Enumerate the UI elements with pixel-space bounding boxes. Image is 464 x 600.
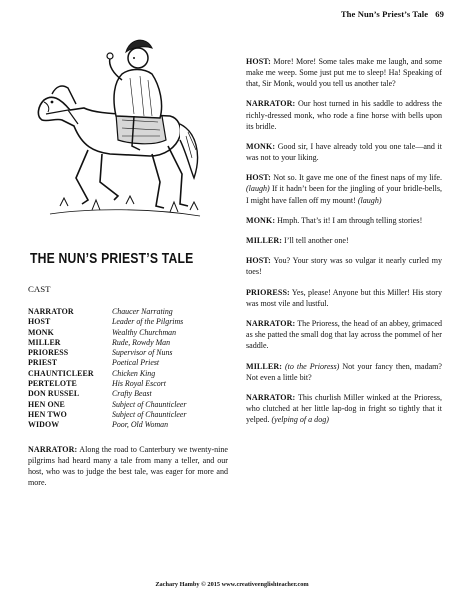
- cast-row: [28, 317, 187, 327]
- speaker-label: MILLER:: [246, 361, 283, 371]
- speaker-label: HOST:: [246, 256, 271, 266]
- dialogue-line: [246, 172, 442, 205]
- dialogue-line: [246, 287, 442, 309]
- speaker-label: HOST:: [246, 57, 271, 66]
- dialogue-text: This churlish Miller winked at the Prioress, who clutched at her little lap-dog in fright so tightly that it yelped.: [246, 392, 443, 425]
- dialogue-text: Our host turned in his saddle to address the richly-dressed monk, who rode a fine horse with bells upon its bridle.: [246, 99, 442, 131]
- cast-description: Poor, Old Woman: [112, 420, 169, 430]
- speaker-label: MONK:: [246, 215, 276, 225]
- speaker-label: HOST:: [246, 173, 271, 183]
- dialogue-text: More! More! Some tales make me laugh, and some make me weep. Some just put me to sleep! Ha! Speaking of that, Sir Monk, would you tell us another tale?: [246, 57, 443, 89]
- dialogue-line: [246, 215, 442, 226]
- speaker-label: MONK:: [246, 141, 276, 151]
- speaker-label: NARRATOR:: [246, 319, 296, 329]
- cast-role: MONK: [28, 327, 54, 337]
- cast-description: Chaucer Narrating: [112, 307, 173, 316]
- horse-rider-illustration-icon: [30, 28, 208, 246]
- speaker-label: NARRATOR:: [28, 444, 78, 454]
- stage-direction: (to the Prioress): [285, 361, 340, 371]
- cast-role: MILLER: [28, 337, 61, 347]
- cast-heading: CAST: [28, 284, 51, 294]
- cast-description: His Royal Escort: [112, 379, 166, 389]
- cast-role: NARRATOR: [28, 307, 74, 316]
- running-head-title: The Nun’s Priest’s Tale: [340, 9, 429, 19]
- dialogue-line: [246, 318, 442, 351]
- dialogue-column: [246, 56, 442, 434]
- dialogue-text: Not so. It gave me one of the finest naps of my life.: [273, 173, 442, 183]
- cast-description: Subject of Chaunticleer: [112, 409, 187, 419]
- cast-row: [28, 420, 187, 430]
- cast-description: Supervisor of Nuns: [112, 348, 173, 358]
- stage-direction: (laugh): [357, 195, 382, 205]
- speaker-label: PRIORESS:: [246, 287, 290, 297]
- cast-row: [28, 410, 187, 420]
- speaker-label: NARRATOR:: [246, 99, 296, 109]
- cast-row: [28, 358, 187, 368]
- dialogue-text: I’ll tell another one!: [284, 236, 349, 246]
- cast-role: HEN ONE: [28, 399, 65, 409]
- cast-row: [28, 328, 187, 338]
- narrator-intro-paragraph: [28, 444, 228, 488]
- cast-role: DON RUSSEL: [28, 389, 80, 399]
- page-number: 69: [435, 9, 444, 19]
- dialogue-line: [246, 255, 442, 277]
- dialogue-line: [246, 98, 442, 131]
- cast-description: Leader of the Pilgrims: [112, 317, 184, 327]
- stage-direction: (yelping of a dog): [271, 415, 329, 425]
- dialogue-text: If it hadn’t been for the jingling of your bridle-bells, I might have fallen off my mount!: [246, 184, 442, 205]
- dialogue-line: [246, 141, 442, 163]
- cast-row: [28, 400, 187, 410]
- running-head: [341, 9, 444, 19]
- cast-row: [28, 338, 187, 348]
- dialogue-text: You? Your story was so vulgar it nearly curled my toes!: [246, 256, 443, 277]
- cast-list: [28, 307, 187, 431]
- dialogue-text: The Prioress, the head of an abbey, grimaced as she patted the small dog that lay across the pommel of her saddle.: [246, 319, 442, 351]
- footer-credit: Zachary Hamby © 2015 www.creativeenglishteacher.com: [155, 581, 309, 588]
- cast-role: PERTELOTE: [28, 379, 77, 389]
- play-title: THE NUN’S PRIEST’S TALE: [30, 250, 194, 267]
- cast-list-body: [28, 307, 187, 431]
- cast-description: Rude, Rowdy Man: [112, 337, 171, 347]
- cast-role: HEN TWO: [28, 409, 67, 419]
- cast-row: [28, 348, 187, 358]
- cast-role: HOST: [28, 317, 51, 327]
- cast-row: [28, 389, 187, 399]
- cast-row: [28, 307, 187, 317]
- dialogue-line: [246, 361, 442, 383]
- cast-description: Chicken King: [112, 368, 156, 378]
- cast-role: PRIORESS: [28, 348, 69, 358]
- dialogue-text: Hmph. That’s it! I am through telling stories!: [277, 215, 423, 225]
- dialogue-text: Good sir, I have already told you one tale—and it was not to your liking.: [246, 141, 442, 163]
- dialogue-text: Not your fancy then, madam? Not even a little bit?: [246, 361, 442, 382]
- cast-row: [28, 369, 187, 379]
- cast-description: Subject of Chaunticleer: [112, 399, 187, 409]
- speaker-label: NARRATOR:: [246, 392, 296, 402]
- dialogue-line: [246, 56, 442, 89]
- paragraph-text: Along the road to Canterbury we twenty-nine pilgrims had heard many a tale from many a teller, and our host, who was to judge the best tale, was eager for more and more.: [28, 444, 229, 487]
- cast-role: PRIEST: [28, 358, 58, 368]
- stage-direction: (laugh): [246, 184, 270, 194]
- cast-description: Crafty Beast: [112, 389, 152, 399]
- cast-role: WIDOW: [28, 420, 60, 430]
- dialogue-line: [246, 235, 442, 246]
- cast-role: CHAUNTICLEER: [28, 368, 94, 378]
- left-column: [28, 28, 228, 488]
- speaker-label: MILLER:: [246, 236, 283, 246]
- dialogue-line: [246, 392, 442, 425]
- cast-description: Wealthy Churchman: [112, 327, 177, 337]
- cast-description: Poetical Priest: [112, 358, 160, 368]
- cast-row: [28, 379, 187, 389]
- dialogue-text: Yes, please! Anyone but this Miller! His story was most vile and lustful.: [246, 287, 442, 308]
